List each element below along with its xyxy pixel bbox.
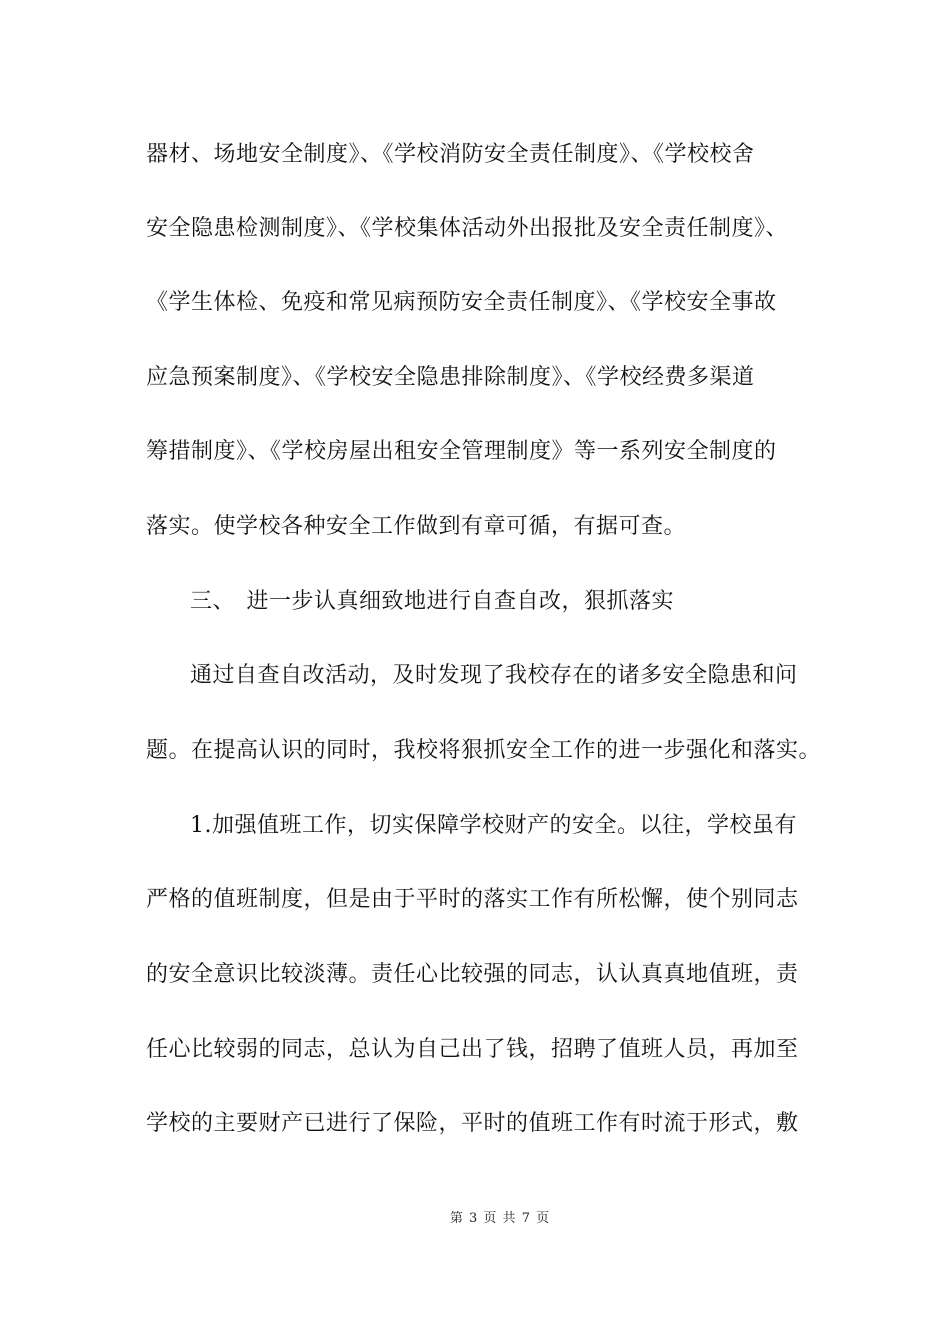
page-number-footer: 第 3 页 共 7 页 bbox=[449, 1211, 551, 1226]
text-line-1: 器材、场地安全制度》、《学校消防安全责任制度》、《学校校舍 bbox=[146, 142, 755, 167]
text-line-13: 任心比较弱的同志，总认为自己出了钱，招聘了值班人员，再加至 bbox=[146, 1037, 799, 1062]
text-line-10: 1.加强值班工作，切实保障学校财产的安全。以往，学校虽有 bbox=[190, 813, 797, 838]
text-line-5: 筹措制度》、《学校房屋出租安全管理制度》等一系列安全制度的 bbox=[146, 439, 777, 464]
text-line-4: 应急预案制度》、《学校安全隐患排除制度》、《学校经费多渠道 bbox=[146, 365, 755, 390]
text-line-14: 学校的主要财产已进行了保险，平时的值班工作有时流于形式，敷 bbox=[146, 1111, 799, 1136]
text-line-6: 落实。使学校各种安全工作做到有章可循，有据可查。 bbox=[146, 514, 687, 539]
text-line-2: 安全隐患检测制度》、《学校集体活动外出报批及安全责任制度》、 bbox=[146, 216, 789, 241]
text-line-8: 通过自查自改活动，及时发现了我校存在的诸多安全隐患和问 bbox=[190, 663, 798, 688]
section-heading: 三、 进一步认真细致地进行自查自改，狠抓落实 bbox=[190, 589, 675, 614]
text-line-9: 题。在提高认识的同时，我校将狠抓安全工作的进一步强化和落实。 bbox=[146, 738, 822, 763]
text-line-11: 严格的值班制度，但是由于平时的落实工作有所松懈，使个别同志 bbox=[146, 887, 799, 912]
text-line-3: 《学生体检、免疫和常见病预防安全责任制度》、《学校安全事故 bbox=[146, 290, 777, 315]
text-line-12: 的安全意识比较淡薄。责任心比较强的同志，认认真真地值班，责 bbox=[146, 962, 799, 987]
